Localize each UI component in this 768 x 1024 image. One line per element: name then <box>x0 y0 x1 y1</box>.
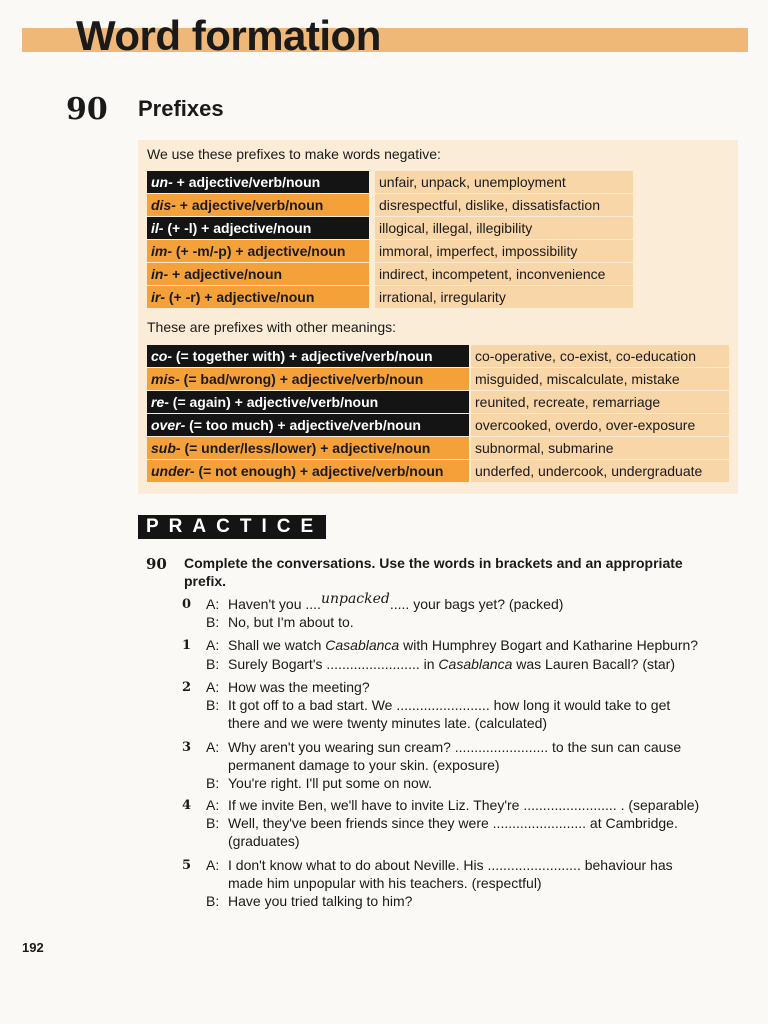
prefix-rule-text: (+ -r) + adjective/noun <box>165 289 315 305</box>
prefix-rule-text: (= under/less/lower) + adjective/noun <box>180 440 431 456</box>
line-text: was Lauren Bacall? (star) <box>512 656 675 672</box>
prefix-rule-text: (+ -l) + adjective/noun <box>163 220 312 236</box>
line-text: (graduates) <box>228 833 300 849</box>
prefix-examples: underfed, undercook, undergraduate <box>471 460 729 482</box>
dialogue-line <box>228 797 699 813</box>
prefix-rule-text: + adjective/verb/noun <box>175 197 324 213</box>
prefix-examples: overcooked, overdo, over-exposure <box>471 414 729 436</box>
prefix-rule-text: (= too much) + adjective/verb/noun <box>185 417 421 433</box>
line-text: ..... your bags yet? (packed) <box>389 596 564 612</box>
exercise-instruction: Complete the conversations. Use the words in brackets and an appropriate prefix. <box>184 555 683 589</box>
speaker-label: A: <box>206 797 220 813</box>
item-number: 0 <box>182 597 192 612</box>
film-title: Casablanca <box>325 637 400 653</box>
prefix-examples: co-operative, co-exist, co-education <box>471 345 729 367</box>
prefix-rule <box>147 345 469 367</box>
table1-intro: We use these prefixes to make words negative: <box>147 146 441 162</box>
prefix-rule-text: (+ -m/-p) + adjective/noun <box>172 243 346 259</box>
prefix-examples: subnormal, submarine <box>471 437 729 459</box>
line-text: Well, they've been friends since they were ........................ at Cambridge. <box>228 815 678 831</box>
practice-banner: PRACTICE <box>138 515 326 539</box>
prefix-rule <box>147 171 369 193</box>
item-number: 2 <box>182 680 192 695</box>
speaker-label: B: <box>206 614 220 630</box>
speaker-label: A: <box>206 857 220 873</box>
prefix-rule <box>147 240 369 262</box>
dialogue-line <box>228 637 698 653</box>
prefix-rule-text: (= bad/wrong) + adjective/verb/noun <box>179 371 424 387</box>
dialogue-line <box>228 614 354 630</box>
line-text: Shall we watch <box>228 637 326 653</box>
line-text: with Humphrey Bogart and Katharine Hepburn? <box>399 637 699 653</box>
prefix-rule <box>147 217 369 239</box>
prefix-examples: reunited, recreate, remarriage <box>471 391 729 413</box>
prefix-examples: illogical, illegal, illegibility <box>375 217 633 239</box>
table2-intro: These are prefixes with other meanings: <box>147 319 397 335</box>
prefix-name: im- <box>151 243 172 259</box>
prefix-examples: irrational, irregularity <box>375 286 633 308</box>
line-text: I don't know what to do about Neville. His ........................ behaviour has <box>228 857 673 873</box>
dialogue-line <box>228 893 412 909</box>
prefix-rule <box>147 437 469 459</box>
line-text: made him unpopular with his teachers. (respectful) <box>228 875 542 891</box>
prefix-name: sub- <box>151 440 181 456</box>
prefix-rule <box>147 194 369 216</box>
speaker-label: B: <box>206 775 220 791</box>
prefix-rule-text: + adjective/noun <box>168 266 283 282</box>
speaker-label: A: <box>206 637 220 653</box>
line-text: It got off to a bad start. We ........................ how long it would take to get <box>228 697 671 713</box>
line-text: You're right. I'll put some on now. <box>228 775 433 791</box>
dialogue-line <box>228 679 370 695</box>
dialogue-line <box>228 739 681 755</box>
prefix-name: il- <box>151 220 164 236</box>
item-number: 3 <box>182 740 192 755</box>
speaker-label: A: <box>206 596 220 612</box>
page-title: Word formation <box>76 12 381 59</box>
item-number: 4 <box>182 798 192 813</box>
line-text: there and we were twenty minutes late. (calculated) <box>228 715 548 731</box>
prefix-examples: disrespectful, dislike, dissatisfaction <box>375 194 633 216</box>
prefix-examples: immoral, imperfect, impossibility <box>375 240 633 262</box>
prefix-name: mis- <box>151 371 180 387</box>
speaker-label: B: <box>206 815 220 831</box>
speaker-label: B: <box>206 893 220 909</box>
dialogue-line <box>228 757 500 773</box>
dialogue-line <box>228 833 300 849</box>
dialogue-line <box>228 697 670 713</box>
film-title: Casablanca <box>438 656 513 672</box>
dialogue-line <box>228 857 673 873</box>
dialogue-line <box>228 875 542 891</box>
prefix-name: dis- <box>151 197 176 213</box>
speaker-label: B: <box>206 697 220 713</box>
prefix-rule-text: (= together with) + adjective/verb/noun <box>172 348 433 364</box>
dialogue-line <box>228 815 678 831</box>
line-text: No, but I'm about to. <box>228 614 354 630</box>
speaker-label: B: <box>206 656 220 672</box>
unit-number: 90 <box>66 92 108 127</box>
page-number: 192 <box>22 940 44 955</box>
item-number: 1 <box>182 638 192 653</box>
prefix-name: re- <box>151 394 169 410</box>
prefix-rule <box>147 460 469 482</box>
item-number: 5 <box>182 858 192 873</box>
dialogue-line <box>228 715 547 731</box>
prefix-rule <box>147 263 369 285</box>
dialogue-line <box>228 656 675 672</box>
prefix-name: un- <box>151 174 173 190</box>
speaker-label: A: <box>206 679 220 695</box>
example-answer: unpacked <box>320 591 390 607</box>
prefix-rule <box>147 414 469 436</box>
prefix-name: under- <box>151 463 195 479</box>
exercise-number: 90 <box>146 555 167 573</box>
line-text: Surely Bogart's ........................ in <box>228 656 439 672</box>
prefix-rule-text: (= again) + adjective/verb/noun <box>168 394 379 410</box>
prefix-rule-text: (= not enough) + adjective/verb/noun <box>194 463 444 479</box>
dialogue-line <box>228 591 564 613</box>
line-text: Haven't you .... <box>228 596 321 612</box>
prefix-examples: indirect, incompetent, inconvenience <box>375 263 633 285</box>
line-text: How was the meeting? <box>228 679 370 695</box>
prefix-name: in- <box>151 266 169 282</box>
prefix-rule-text: + adjective/verb/noun <box>172 174 321 190</box>
prefix-rule <box>147 368 469 390</box>
prefix-name: over- <box>151 417 186 433</box>
prefix-rule <box>147 286 369 308</box>
line-text: permanent damage to your skin. (exposure) <box>228 757 500 773</box>
unit-title: Prefixes <box>138 96 224 121</box>
line-text: Why aren't you wearing sun cream? ........................ to the sun can cause <box>228 739 682 755</box>
prefix-name: ir- <box>151 289 165 305</box>
prefix-rule <box>147 391 469 413</box>
line-text: Have you tried talking to him? <box>228 893 413 909</box>
line-text: If we invite Ben, we'll have to invite Liz. They're ........................ . (separable) <box>228 797 700 813</box>
prefix-examples: misguided, miscalculate, mistake <box>471 368 729 390</box>
prefix-name: co- <box>151 348 172 364</box>
prefix-examples: unfair, unpack, unemployment <box>375 171 633 193</box>
dialogue-line <box>228 775 432 791</box>
speaker-label: A: <box>206 739 220 755</box>
